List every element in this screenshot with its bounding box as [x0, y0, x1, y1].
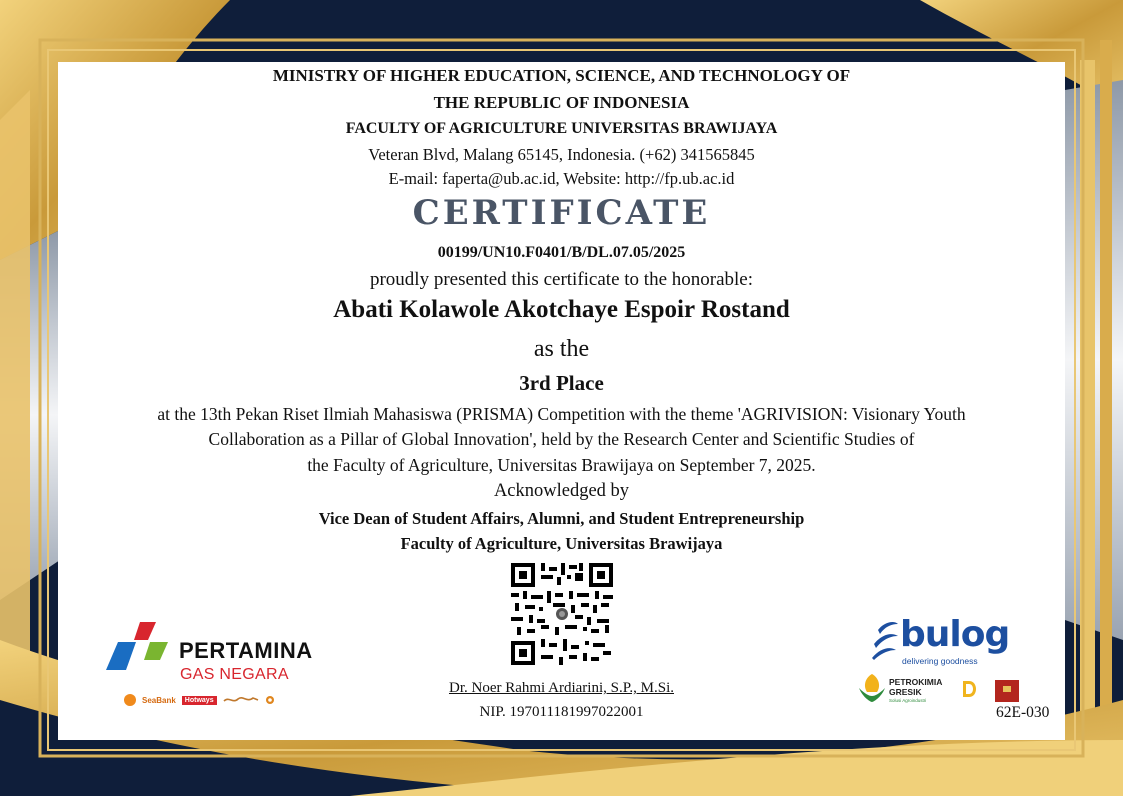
pertamina-subtitle: GAS NEGARA — [180, 666, 289, 683]
signatory-name: Dr. Noer Rahmi Ardiarini, S.P., M.Si. — [448, 680, 674, 696]
pertamina-mark-icon — [104, 620, 174, 672]
body-line-1: at the 13th Pekan Riset Ilmiah Mahasiswa (PRISMA) Competition with the theme 'AGRIVISION: Visionary Youth — [157, 404, 966, 424]
red-badge-logo — [995, 680, 1019, 702]
ministry-line-2: THE REPUBLIC OF INDONESIA — [433, 93, 690, 112]
faculty-university: Faculty of Agriculture, Universitas Brawijaya — [400, 534, 723, 553]
petrokimia-emblem-icon — [857, 672, 887, 704]
seabank-icon — [124, 694, 136, 706]
faculty-heading: FACULTY OF AGRICULTURE UNIVERSITAS BRAWIJAYA — [345, 120, 778, 137]
bulog-swoosh-icon — [870, 618, 900, 660]
signatory-nip: NIP. 197011181997022001 — [479, 704, 644, 720]
bulog-tagline: delivering goodness — [902, 656, 978, 666]
certificate-title: CERTIFICATE — [412, 193, 711, 233]
petrokimia-name — [889, 677, 942, 697]
qr-code — [511, 563, 613, 665]
body-line-2: Collaboration as a Pillar of Global Innovation', held by the Research Center and Scientific Studies of — [208, 429, 915, 449]
pertamina-name: PERTAMINA — [179, 638, 313, 663]
certificate-number: 00199/UN10.F0401/B/DL.07.05/2025 — [437, 244, 686, 261]
pertamina-gas-negara-logo — [104, 620, 324, 690]
acknowledged-label: Acknowledged by — [493, 481, 630, 501]
contact-line: E-mail: faperta@ub.ac.id, Website: http://fp.ub.ac.id — [388, 169, 735, 188]
vice-dean-title: Vice Dean of Student Affairs, Alumni, and Student Entrepreneurship — [318, 509, 805, 528]
hotways-logo: Hotways — [182, 696, 217, 705]
bulog-name: bulog — [900, 614, 1010, 655]
document-code: 62E-030 — [996, 704, 1050, 721]
seabank-logo: SeaBank — [142, 695, 176, 705]
sponsor-round-logo — [265, 695, 275, 705]
ministry-line-1: MINISTRY OF HIGHER EDUCATION, SCIENCE, AND TECHNOLOGY OF — [272, 66, 851, 85]
award-place: 3rd Place — [519, 371, 604, 395]
petrokimia-tagline: Solusi Agroindustri — [889, 698, 927, 703]
address-line: Veteran Blvd, Malang 65145, Indonesia. (+62) 341565845 — [368, 145, 755, 164]
bulog-logo — [870, 614, 1010, 666]
body-line-3: the Faculty of Agriculture, Universitas Brawijaya on September 7, 2025. — [307, 455, 816, 475]
recipient-name: Abati Kolawole Akotchaye Espoir Rostand — [333, 296, 790, 323]
petrokimia-line-1: PETROKIMIA — [889, 677, 943, 687]
as-the-text: as the — [533, 336, 590, 362]
presented-text: proudly presented this certificate to the honorable: — [369, 269, 754, 290]
sponsor-logos — [124, 692, 275, 708]
sponsor-script-logo — [223, 695, 259, 705]
petrokimia-line-2: GRESIK — [889, 687, 922, 697]
petrokimia-gresik-logo — [857, 672, 957, 706]
d-brand-logo — [961, 679, 977, 699]
